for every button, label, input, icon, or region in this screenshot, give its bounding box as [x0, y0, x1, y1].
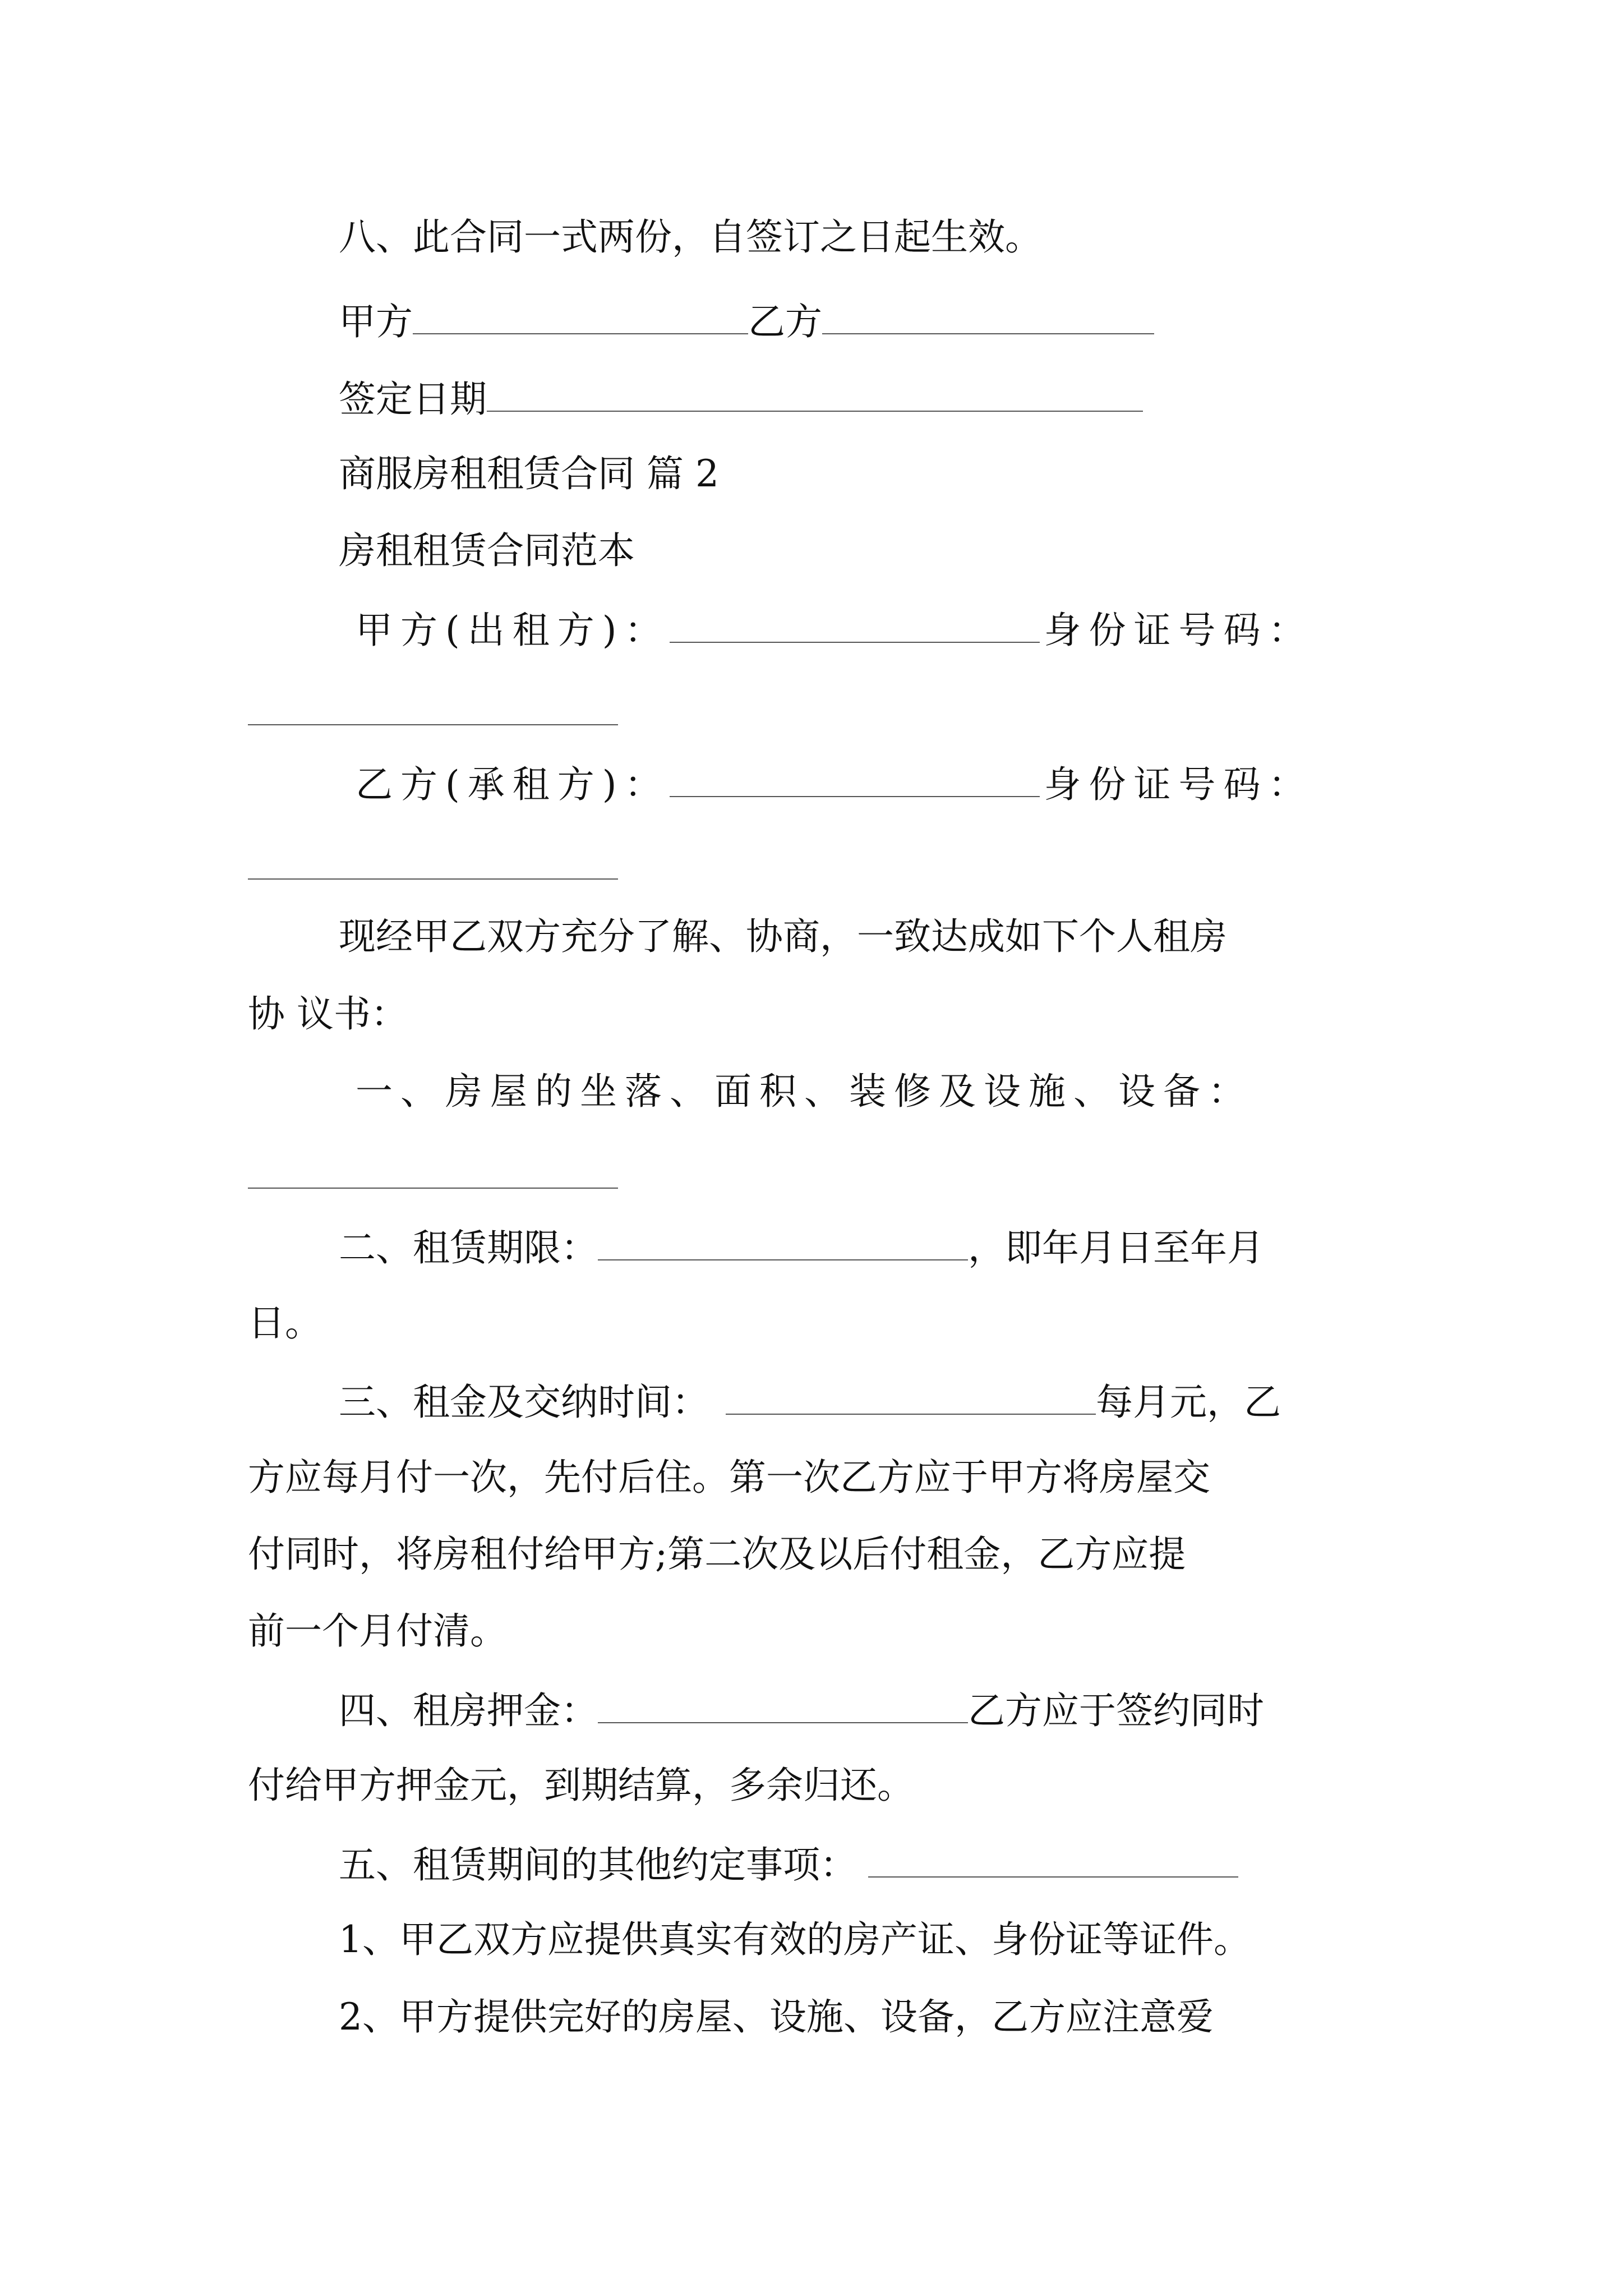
section-title: 商服房租租赁合同 篇 2 — [339, 452, 719, 495]
item-2 — [339, 1223, 1264, 1271]
lessee-id-blank — [248, 878, 618, 880]
item-2-prefix: 二、租赁期限： — [339, 1226, 598, 1269]
lessee-id-label: 身份证号码： — [1044, 763, 1313, 806]
lessor-blank — [670, 606, 1040, 643]
intro-line-2: 协 议书： — [248, 992, 408, 1036]
sign-date-label: 签定日期 — [339, 378, 487, 421]
lessor-id-blank — [248, 724, 618, 725]
lessee-blank — [670, 760, 1040, 797]
item-4-blank — [598, 1686, 968, 1723]
lessor-id-label: 身份证号码： — [1044, 609, 1313, 652]
item-3-suffix: 每月元，乙 — [1096, 1381, 1281, 1424]
item-4-line-2: 付给甲方押金元，到期结算，多余归还。 — [248, 1764, 914, 1807]
item-5-label: 五、租赁期间的其他约定事项： — [339, 1843, 857, 1887]
item-3 — [339, 1378, 1281, 1425]
item-4-suffix: 乙方应于签约同时 — [968, 1689, 1264, 1732]
item-3-prefix: 三、租金及交纳时间： — [339, 1381, 709, 1424]
lessee-label: 乙方(承租方)： — [356, 763, 670, 806]
item-2-blank — [598, 1223, 968, 1260]
lessor-label: 甲方(出租方)： — [356, 609, 670, 652]
template-title: 房租租赁合同范本 — [339, 529, 635, 572]
item-4-prefix: 四、租房押金： — [339, 1689, 598, 1732]
item-5 — [339, 1841, 1238, 1888]
sub-item-1: 1、甲乙双方应提供真实有效的房产证、身份证等证件。 — [339, 1918, 1251, 1961]
lessor-line — [356, 606, 1313, 653]
item-4 — [339, 1686, 1264, 1733]
item-1: 一、房屋的坐落、面积、装修及设施、设备： — [356, 1070, 1253, 1113]
party-b-label: 乙方 — [748, 300, 822, 343]
intro-line-1: 现经甲乙双方充分了解、协商，一致达成如下个人租房 — [339, 915, 1227, 958]
sub-item-2: 2、甲方提供完好的房屋、设施、设备，乙方应注意爱 — [339, 1995, 1214, 2039]
party-a-b-line — [339, 297, 1154, 344]
sign-date-line — [339, 375, 1143, 422]
item-2-suffix: ，即年月日至年月 — [968, 1226, 1264, 1269]
item-3-blank — [726, 1378, 1096, 1415]
party-b-blank — [822, 297, 1154, 334]
sign-date-blank — [487, 375, 1143, 412]
item-3-line-2: 方应每月付一次，先付后住。第一次乙方应于甲方将房屋交 — [248, 1456, 1210, 1499]
clause-8: 八、此合同一式两份，自签订之日起生效。 — [339, 215, 1042, 259]
item-1-blank — [248, 1188, 618, 1189]
party-a-blank — [413, 297, 748, 334]
lessee-line — [356, 760, 1313, 807]
item-3-line-4: 前一个月付清。 — [248, 1609, 507, 1653]
item-5-blank — [868, 1841, 1238, 1878]
item-3-line-3: 付同时，将房租付给甲方;第二次及以后付租金，乙方应提 — [248, 1533, 1186, 1576]
item-2-cont: 日。 — [248, 1301, 322, 1345]
party-a-label: 甲方 — [339, 300, 413, 343]
